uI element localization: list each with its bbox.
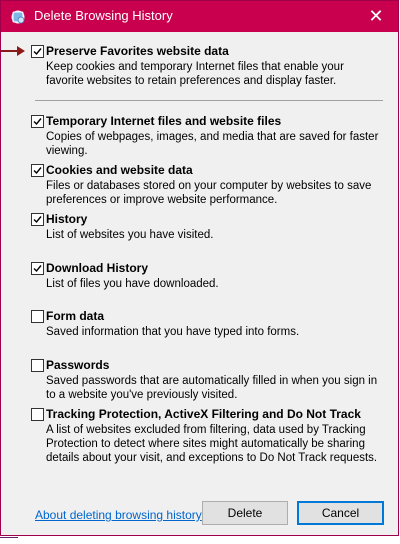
option-preserve-favorites	[31, 44, 384, 88]
passwords-checkbox[interactable]	[31, 359, 44, 372]
close-button[interactable]: ✕	[368, 6, 384, 26]
option-description: List of files you have downloaded.	[46, 278, 219, 290]
ie-options-icon	[10, 9, 26, 25]
window-title: Delete Browsing History	[34, 8, 173, 23]
checkmark-icon	[32, 214, 43, 225]
delete-button[interactable]: Delete	[202, 501, 288, 525]
separator	[35, 100, 383, 101]
checkmark-icon	[32, 46, 43, 57]
option-passwords	[31, 358, 384, 402]
option-label[interactable]: Cookies and website data	[46, 163, 193, 177]
option-description: List of websites you have visited.	[46, 229, 214, 241]
option-label[interactable]: Tracking Protection, ActiveX Filtering and Do Not Track	[46, 407, 361, 421]
option-label[interactable]: Download History	[46, 261, 149, 275]
option-description: Saved passwords that are automatically filled in when you sign in to a website you've previously visited.	[46, 375, 378, 401]
temporary-files-checkbox[interactable]	[31, 115, 44, 128]
form-data-checkbox[interactable]	[31, 310, 44, 323]
about-deleting-history-link[interactable]: About deleting browsing history	[35, 508, 202, 522]
history-checkbox[interactable]	[31, 213, 44, 226]
download-history-checkbox[interactable]	[31, 262, 44, 275]
option-label[interactable]: Form data	[46, 309, 105, 323]
option-cookies	[31, 163, 384, 207]
background-accent-line	[0, 537, 18, 538]
option-tracking-protection	[31, 407, 384, 465]
option-temporary-internet-files	[31, 114, 384, 158]
option-download-history	[31, 261, 384, 295]
option-description: Saved information that you have typed into forms.	[46, 326, 300, 338]
option-label[interactable]: Preserve Favorites website data	[46, 44, 229, 58]
option-label[interactable]: Passwords	[46, 358, 110, 372]
checkmark-icon	[32, 116, 43, 127]
cookies-checkbox[interactable]	[31, 164, 44, 177]
tracking-protection-checkbox[interactable]	[31, 408, 44, 421]
option-history	[31, 212, 384, 246]
preserve-favorites-checkbox[interactable]	[31, 45, 44, 58]
checkmark-icon	[32, 165, 43, 176]
option-label[interactable]: History	[46, 212, 88, 226]
checkmark-icon	[32, 263, 43, 274]
option-description: Keep cookies and temporary Internet files that enable your favorite websites to retain preferences and display faster.	[46, 61, 344, 87]
title-bar	[1, 1, 398, 32]
option-description: Copies of webpages, images, and media that are saved for faster viewing.	[46, 131, 379, 157]
annotation-arrow-icon	[1, 45, 25, 57]
cancel-button[interactable]: Cancel	[297, 501, 384, 525]
option-label[interactable]: Temporary Internet files and website files	[46, 114, 282, 128]
option-description: Files or databases stored on your computer by websites to save preferences or improve website performance.	[46, 180, 372, 206]
option-description: A list of websites excluded from filtering, data used by Tracking Protection to detect where sites might automatically be sharing details about your visit, and exceptions to Do Not Track requests.	[46, 424, 378, 464]
background-strip	[0, 537, 400, 544]
option-form-data	[31, 309, 384, 343]
